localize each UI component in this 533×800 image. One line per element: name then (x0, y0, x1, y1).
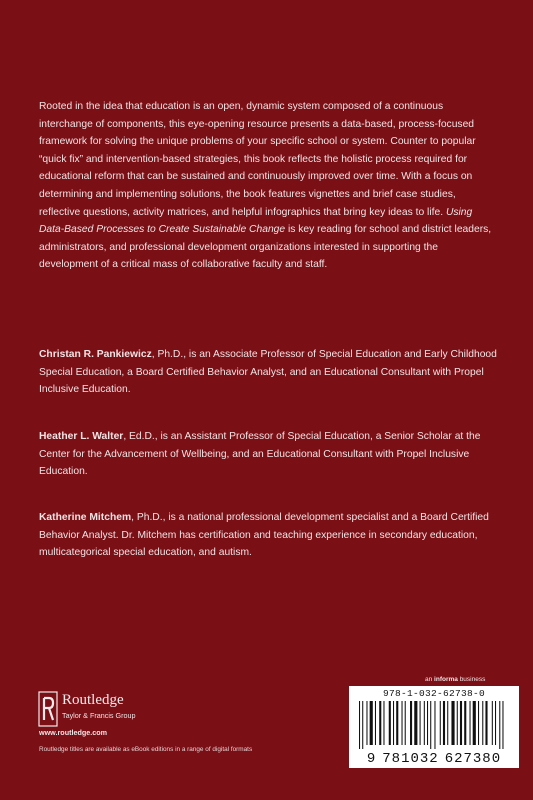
isbn-barcode (349, 686, 519, 768)
author-bio-text: , Ed.D., is an Assistant Professor of Special Education, a Senior Scholar at the Center for the Advancement of Wellbeing, and an Educational Consultant with Propel Inclusive Education. (39, 431, 481, 478)
author-bio-pankiewicz (39, 346, 499, 399)
routledge-logo-icon (38, 691, 58, 727)
description-part-1: Rooted in the idea that education is an open, dynamic system composed of a continuous interchange of components, this eye-opening resource presents a data-based, process-focused framework for solving the unique problems of your specific school or system. Counter to popular “quick fix” and intervention-based strategies, this book reflects the holistic process required for educational reform that can be sustained and continuously improved over time. With a focus on determining and implementing solutions, the book features vignettes and brief case studies, reflective questions, activity matrices, and helpful infographics that bring key ideas to life. (39, 101, 476, 218)
ebook-availability-note: Routledge titles are available as eBook editions in a range of digital formats (39, 746, 253, 753)
barcode-bars (353, 701, 515, 749)
description-part-2: is key reading for school and district leaders, administrators, and professional development organizations interested in supporting the development of a critical mass of collaborative faculty and staff. (39, 224, 492, 271)
publisher-group: Taylor & Francis Group (62, 711, 136, 720)
informa-business-tag: an informa business (425, 676, 486, 683)
publisher-name: Routledge (62, 692, 124, 708)
author-name: Heather L. Walter (39, 431, 124, 442)
barcode-digits (349, 751, 519, 767)
isbn-number: 978-1-032-62738-0 (382, 688, 485, 699)
author-bio-walter (39, 428, 499, 481)
author-name: Christan R. Pankiewicz (39, 349, 152, 360)
author-bio-text: , Ph.D., is a national professional development specialist and a Board Certified Behavior Analyst. Dr. Mitchem has certification and teaching experience in secondary education, multicategorical special education, and autism. (39, 512, 489, 559)
barcode-digit-lead: 9 (366, 751, 377, 767)
book-description (39, 98, 499, 274)
author-bio-text: , Ph.D., is an Associate Professor of Special Education and Early Childhood Special Education, a Board Certified Behavior Analyst, and an Educational Consultant with Propel Inclusive Education. (39, 349, 497, 396)
book-title-italic: Using Data-Based Processes to Create Sustainable Change (39, 206, 473, 236)
barcode-digit-group-right: 627380 (444, 751, 502, 767)
barcode-digit-group-left: 781032 (382, 751, 439, 767)
publisher-website[interactable]: www.routledge.com (39, 728, 108, 737)
author-name: Katherine Mitchem (39, 512, 132, 523)
author-bio-mitchem (39, 509, 499, 562)
